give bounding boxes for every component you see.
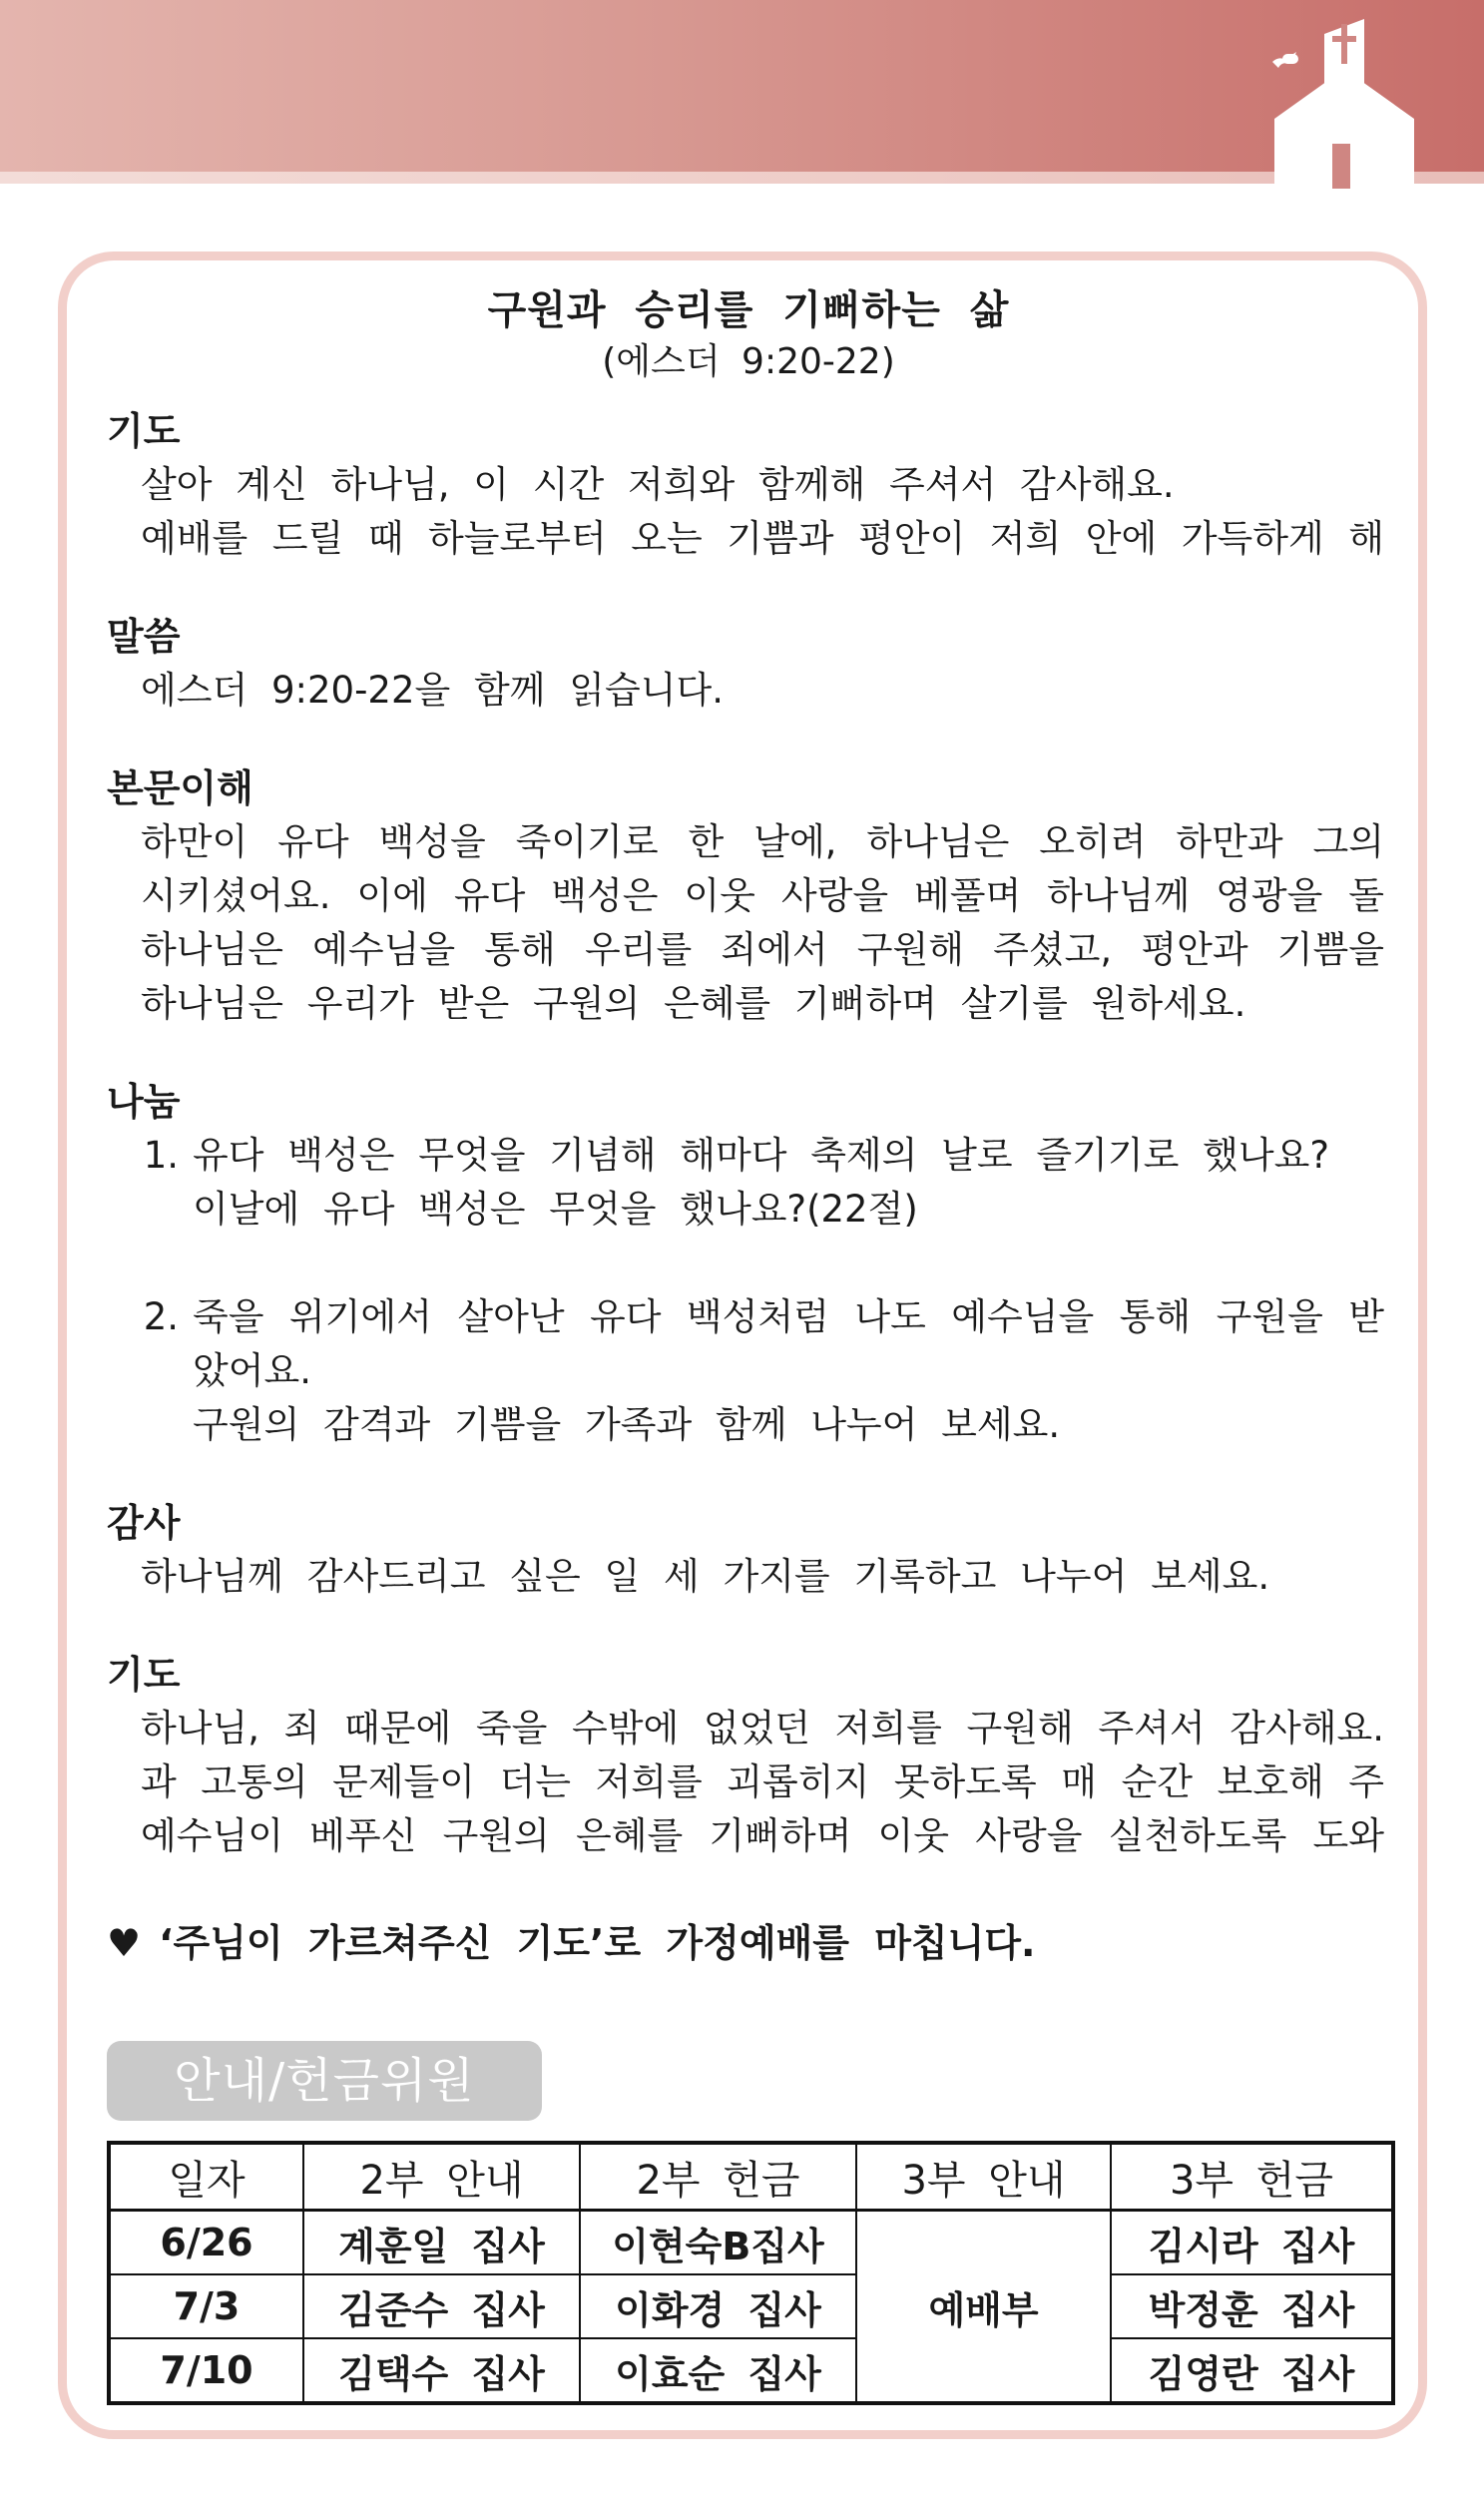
understanding-line: 하만이 유다 백성을 죽이기로 한 날에, 하나님은 오히려 하만과 그의 — [141, 820, 1384, 863]
prayer-line: 살아 계신 하나님, 이 시간 저희와 함께해 주셔서 감사해요. — [141, 463, 1175, 506]
understanding-line: 하나님은 우리가 받은 구원의 은혜를 기뻐하며 살기를 원하세요. — [141, 982, 1246, 1025]
question-number: 1. — [143, 1134, 179, 1177]
date-cell: 7/10 — [109, 2338, 303, 2403]
column-header: 2부 안내 — [303, 2143, 580, 2211]
section-heading-understanding: 본문이해 — [107, 766, 253, 810]
offering3-cell: 김시라 집사 — [1111, 2211, 1393, 2275]
guide3-cell: 예배부 — [856, 2211, 1111, 2404]
offering2-cell: 이효순 집사 — [580, 2338, 856, 2403]
question-line: 유다 백성은 무엇을 기념해 해마다 축제의 날로 즐기기로 했나요? — [193, 1134, 1330, 1177]
offering2-cell: 이현숙B집사 — [580, 2211, 856, 2275]
guide2-cell: 김준수 집사 — [303, 2274, 580, 2338]
thanks-line: 하나님께 감사드리고 싶은 일 세 가지를 기록하고 나누어 보세요. — [141, 1555, 1270, 1598]
closing-prayer-line: 하나님, 죄 때문에 죽을 수밖에 없었던 저희를 구원해 주셔서 감사해요. — [141, 1707, 1384, 1749]
section-heading-word: 말씀 — [107, 615, 181, 659]
sharing-question — [107, 1129, 1390, 1237]
understanding-line: 하나님은 예수님을 통해 우리를 죄에서 구원해 주셨고, 평안과 기쁨을 — [141, 928, 1384, 971]
question-number: 2. — [143, 1295, 179, 1338]
date-cell: 6/26 — [109, 2211, 303, 2275]
date-cell: 7/3 — [109, 2274, 303, 2338]
sharing-question — [107, 1290, 1390, 1452]
section-heading-thanks: 감사 — [107, 1501, 181, 1545]
column-header: 3부 안내 — [856, 2143, 1111, 2211]
closing-prayer-line: 예수님이 베푸신 구원의 은혜를 기뻐하며 이웃 사랑을 실천하도록 도와 — [141, 1814, 1384, 1857]
offering3-cell: 박정훈 집사 — [1111, 2274, 1393, 2338]
table-header-row — [109, 2143, 1393, 2211]
section-heading-prayer: 기도 — [107, 409, 181, 453]
scripture-reference: (에스더 9:20-22) — [602, 341, 895, 382]
offering3-cell: 김영란 집사 — [1111, 2338, 1393, 2403]
heart-icon: ♥ — [107, 1921, 142, 1965]
column-header: 2부 헌금 — [580, 2143, 856, 2211]
worship-card — [58, 251, 1427, 2439]
guide2-cell: 김택수 집사 — [303, 2338, 580, 2403]
question-line: 죽을 위기에서 살아난 유다 백성처럼 나도 예수님을 통해 구원을 받았어요. — [193, 1295, 1384, 1392]
page-title: 구원과 승리를 기뻐하는 삶 — [487, 287, 1010, 333]
prayer-line: 예배를 드릴 때 하늘로부터 오는 기쁨과 평안이 저희 안에 가득하게 해 — [141, 517, 1384, 560]
column-header: 3부 헌금 — [1111, 2143, 1393, 2211]
section-heading-closing-prayer: 기도 — [107, 1653, 181, 1697]
duty-label: 안내/헌금위원 — [107, 2041, 542, 2121]
question-line: 구원의 감격과 기쁨을 가족과 함께 나누어 보세요. — [193, 1403, 1061, 1446]
section-heading-sharing: 나눔 — [107, 1080, 181, 1124]
table-row — [109, 2211, 1393, 2275]
table-row — [109, 2274, 1393, 2338]
column-header: 일자 — [109, 2143, 303, 2211]
closing-note — [107, 1915, 1390, 1971]
guide2-cell: 계훈일 집사 — [303, 2211, 580, 2275]
word-line: 에스더 9:20-22을 함께 읽습니다. — [141, 669, 724, 712]
table-row — [109, 2338, 1393, 2403]
duty-table — [107, 2141, 1395, 2405]
offering2-cell: 이화경 집사 — [580, 2274, 856, 2338]
church-icon — [1244, 14, 1444, 189]
question-line: 이날에 유다 백성은 무엇을 했나요?(22절) — [193, 1188, 918, 1231]
closing-text: ‘주님이 가르쳐주신 기도’로 가정예배를 마칩니다. — [159, 1921, 1036, 1965]
understanding-line: 시키셨어요. 이에 유다 백성은 이웃 사랑을 베풀며 하나님께 영광을 돌 — [141, 874, 1384, 917]
closing-prayer-line: 과 고통의 문제들이 더는 저희를 괴롭히지 못하도록 매 순간 보호해 주 — [141, 1760, 1384, 1803]
